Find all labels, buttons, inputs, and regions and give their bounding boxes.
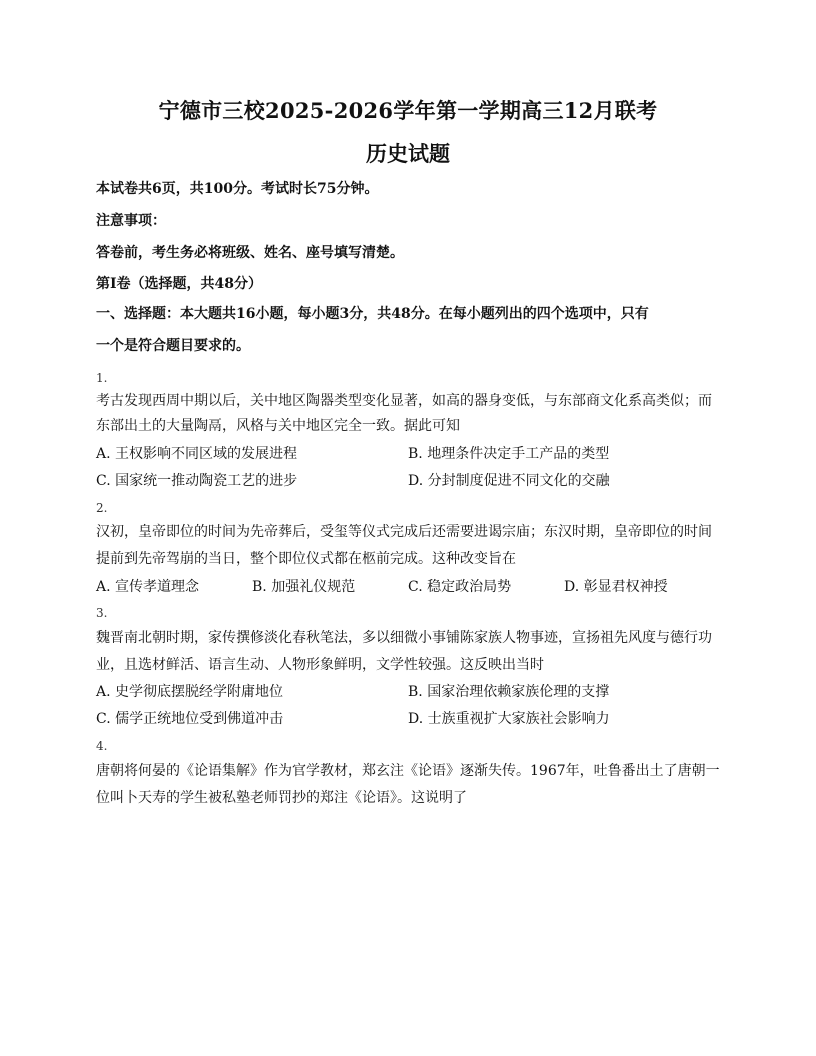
exam-subject-title: 历史试题 xyxy=(366,141,450,166)
option-c: C. 国家统一推动陶瓷工艺的进步 xyxy=(96,473,298,489)
option-b: B. 地理条件决定手工产品的类型 xyxy=(408,446,610,462)
question-number: 4. xyxy=(96,739,108,753)
exam-title: 宁德市三校2025-2026学年第一学期高三12月联考 xyxy=(158,98,658,123)
notice-text: 答卷前，考生务必将班级、姓名、座号填写清楚。 xyxy=(96,245,404,261)
notice-heading: 注意事项： xyxy=(96,213,166,229)
option-d: D. 士族重视扩大家族社会影响力 xyxy=(408,711,610,727)
option-d: D. 分封制度促进不同文化的交融 xyxy=(408,473,610,489)
question-stem-line: 魏晋南北朝时期，家传撰修淡化春秋笔法，多以细微小事铺陈家族人物事迹，宣扬祖先风度与德行功 xyxy=(96,630,712,646)
option-b: B. 加强礼仪规范 xyxy=(252,579,356,595)
question-stem-line: 汉初，皇帝即位的时间为先帝葬后，受玺等仪式完成后还需要进谒宗庙；东汉时期，皇帝即位的时间 xyxy=(96,524,712,540)
option-a: A. 史学彻底摆脱经学附庸地位 xyxy=(96,684,284,700)
question-number: 1. xyxy=(96,371,108,385)
section-heading: 第Ⅰ卷（选择题，共48分） xyxy=(96,276,263,292)
question-stem-line: 唐朝将何晏的《论语集解》作为官学教材，郑玄注《论语》逐渐失传。1967年，吐鲁番出土了唐朝一 xyxy=(96,763,720,779)
question-stem-line: 考古发现西周中期以后，关中地区陶器类型变化显著，如高的器身变低，与东部商文化系高类似；而 xyxy=(96,393,712,409)
option-c: C. 稳定政治局势 xyxy=(408,579,512,595)
question-number: 2. xyxy=(96,501,108,515)
option-a: A. 宣传孝道理念 xyxy=(96,579,200,595)
section-instructions-line-2: 一个是符合题目要求的。 xyxy=(96,338,250,354)
option-b: B. 国家治理依赖家族伦理的支撑 xyxy=(408,684,610,700)
question-stem-line: 提前到先帝驾崩的当日，整个即位仪式都在柩前完成。这种改变旨在 xyxy=(96,551,516,567)
question-stem-line: 业，且选材鲜活、语言生动、人物形象鲜明，文学性较强。这反映出当时 xyxy=(96,657,544,673)
option-a: A. 王权影响不同区域的发展进程 xyxy=(96,446,298,462)
question-stem-line: 位叫卜天寿的学生被私塾老师罚抄的郑注《论语》。这说明了 xyxy=(96,790,467,806)
exam-info-line: 本试卷共6页，共100分。考试时长75分钟。 xyxy=(96,181,379,197)
option-d: D. 彰显君权神授 xyxy=(564,579,668,595)
question-number: 3. xyxy=(96,606,108,620)
question-stem-line: 东部出土的大量陶鬲，风格与关中地区完全一致。据此可知 xyxy=(96,418,460,434)
option-c: C. 儒学正统地位受到佛道冲击 xyxy=(96,711,284,727)
section-instructions-line-1: 一、选择题：本大题共16小题，每小题3分，共48分。在每小题列出的四个选项中，只有 xyxy=(96,306,649,322)
